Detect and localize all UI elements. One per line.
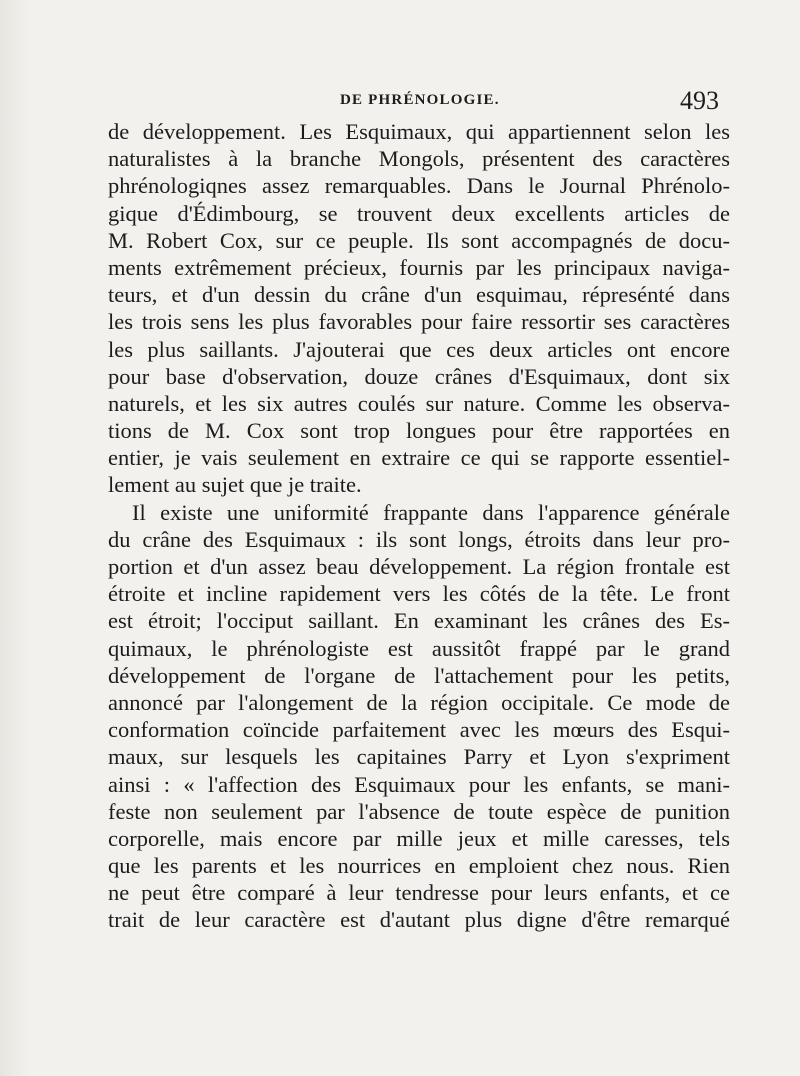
running-title: DE PHRÉNOLOGIE. — [340, 92, 500, 108]
text-line: maux, sur lesquels les capitaines Parry et Lyon s'expriment — [108, 744, 730, 770]
text-line: teurs, et d'un dessin du crâne d'un esquimau, répresénté dans — [108, 282, 730, 308]
text-line: naturels, et les six autres coulés sur nature. Comme les observa- — [108, 390, 730, 416]
text-line: corporelle, mais encore par mille jeux et mille caresses, tels — [108, 825, 730, 851]
text-line: gique d'Édimbourg, se trouvent deux excellents articles de — [108, 200, 730, 226]
text-line: Il existe une uniformité frappante dans l'apparence générale — [132, 499, 730, 525]
text-line: portion et d'un assez beau développement. La région frontale est — [108, 554, 730, 579]
page-gutter — [0, 0, 30, 1076]
text-line: du crâne des Esquimaux : ils sont longs, étroits dans leur pro- — [108, 526, 730, 552]
text-line: M. Robert Cox, sur ce peuple. Ils sont accompagnés de docu- — [108, 227, 730, 253]
text-line: ments extrêmement précieux, fournis par les principaux naviga- — [108, 254, 730, 280]
body-text — [108, 118, 730, 934]
text-line: ainsi : « l'affection des Esquimaux pour les enfants, se mani- — [108, 771, 730, 797]
text-line: phrénologiqnes assez remarquables. Dans le Journal Phrénolo- — [108, 173, 730, 199]
text-line: feste non seulement par l'absence de toute espèce de punition — [108, 798, 730, 824]
text-line: est étroit; l'occiput saillant. En examinant les crânes des Es- — [108, 608, 730, 634]
text-line: naturalistes à la branche Mongols, présentent des caractères — [108, 146, 730, 172]
page-number: 493 — [680, 86, 719, 115]
text-line: ne peut être comparé à leur tendresse pour leurs enfants, et ce — [108, 880, 730, 906]
running-head — [0, 86, 800, 115]
text-line: entier, je vais seulement en extraire ce qui se rapporte essentiel- — [108, 445, 730, 471]
text-line: conformation coïncide parfaitement avec les mœurs des Esqui- — [108, 717, 730, 743]
text-line: étroite et incline rapidement vers les côtés de la tête. Le front — [108, 581, 730, 607]
text-line: annoncé par l'alongement de la région occipitale. Ce mode de — [108, 689, 730, 715]
text-line: que les parents et les nourrices en emploient chez nous. Rien — [108, 853, 730, 879]
text-line: développement de l'organe de l'attachement pour les petits, — [108, 662, 730, 688]
text-line: les trois sens les plus favorables pour faire ressortir ses caractères — [108, 309, 730, 335]
text-line: lement au sujet que je traite. — [108, 472, 362, 498]
text-line: de développement. Les Esquimaux, qui appartiennent selon les — [108, 119, 730, 144]
text-line: quimaux, le phrénologiste est aussitôt frappé par le grand — [108, 635, 730, 661]
text-line: trait de leur caractère est d'autant plus digne d'être remarqué — [108, 907, 730, 933]
text-line: tions de M. Cox sont trop longues pour être rapportées en — [108, 418, 730, 444]
text-line: les plus saillants. J'ajouterai que ces deux articles ont encore — [108, 336, 730, 362]
text-line: pour base d'observation, douze crânes d'Esquimaux, dont six — [108, 363, 730, 389]
